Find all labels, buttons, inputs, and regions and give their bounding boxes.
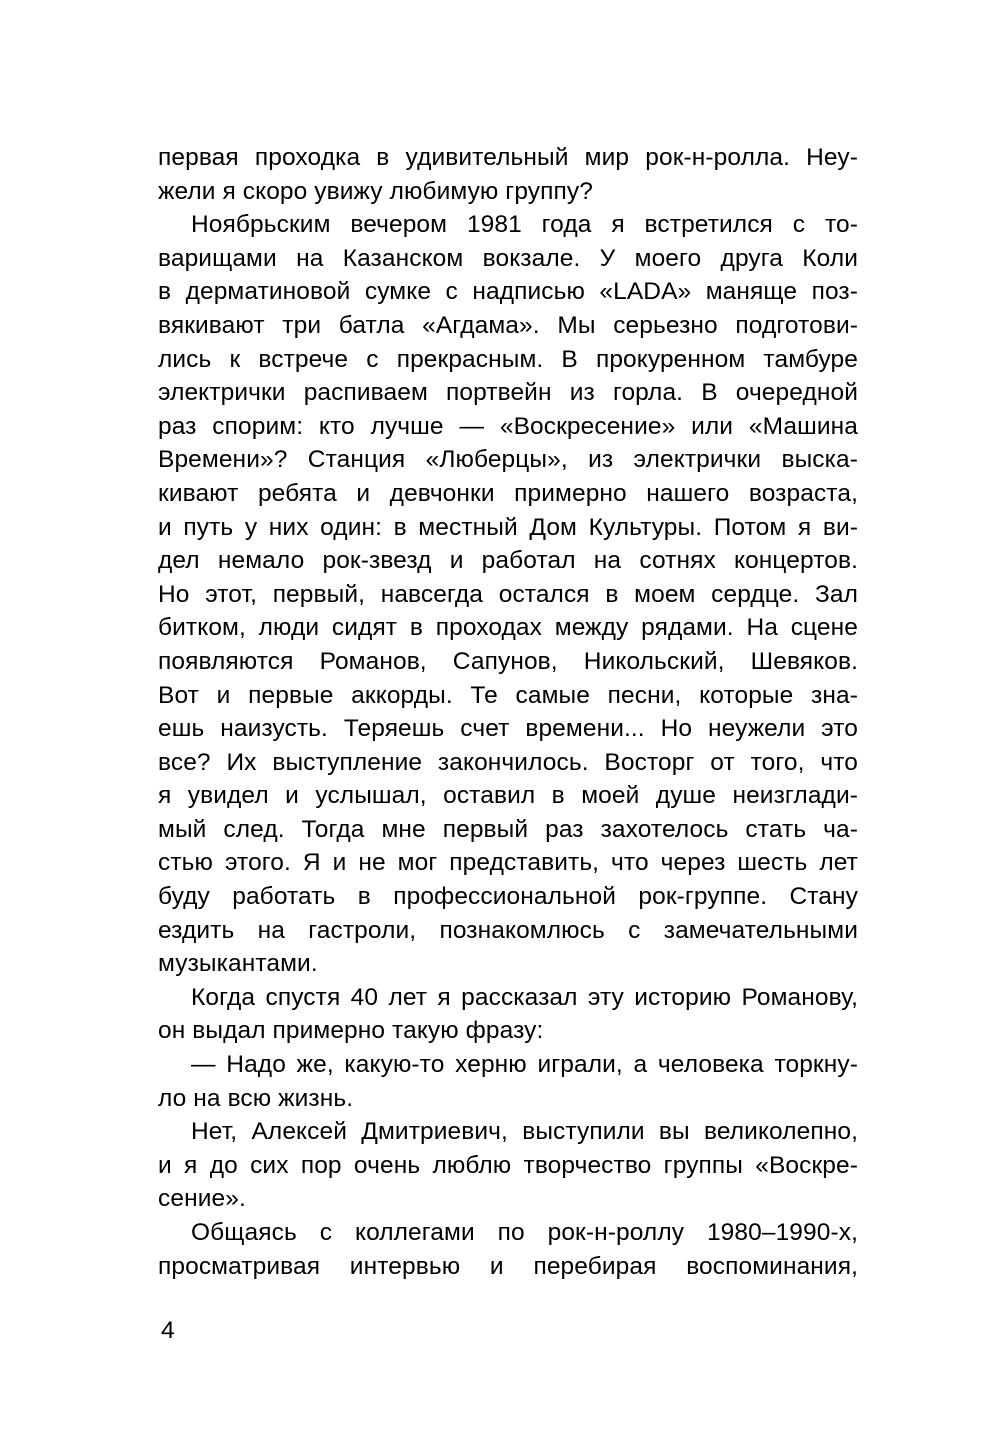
text-line: дел немало рок-звезд и работал на сотнях концертов. xyxy=(158,547,858,575)
paragraph xyxy=(158,1048,858,1115)
paragraph xyxy=(158,1115,858,1216)
text-line: в дерматиновой сумке с надписью «LADA» маняще поз- xyxy=(158,278,858,306)
text-line: ешь наизусть. Теряешь счет времени... Но неужели это xyxy=(158,715,858,743)
text-line: — Надо же, какую-то херню играли, а человека торкну- xyxy=(191,1051,858,1079)
text-line: Времени»? Станция «Люберцы», из электрички выска- xyxy=(158,446,858,474)
text-line: и я до сих пор очень люблю творчество группы «Воскре- xyxy=(158,1151,858,1179)
text-line: Вот и первые аккорды. Те самые песни, которые зна- xyxy=(158,681,858,709)
paragraph xyxy=(158,141,858,208)
text-line: просматривая интервью и перебирая воспоминания, xyxy=(158,1252,858,1280)
text-line: музыкантами. xyxy=(158,950,318,978)
text-line: стью этого. Я и не мог представить, что через шесть лет xyxy=(158,849,858,877)
text-line: мый след. Тогда мне первый раз захотелось стать ча- xyxy=(158,815,858,843)
text-line: первая проходка в удивительный мир рок-н-ролла. Неу- xyxy=(158,144,858,171)
text-line: он выдал примерно такую фразу: xyxy=(158,1017,544,1045)
paragraph xyxy=(158,981,858,1048)
text-line: и путь у них один: в местный Дом Культуры. Потом я ви- xyxy=(158,513,858,541)
text-line: Общаясь с коллегами по рок-н-роллу 1980–1990-х, xyxy=(191,1219,858,1246)
page-number: 4 xyxy=(161,1317,175,1344)
text-line: Нет, Алексей Дмитриевич, выступили вы великолепно, xyxy=(191,1118,858,1146)
text-line: варищами на Казанском вокзале. У моего друга Коли xyxy=(158,244,858,272)
paragraph xyxy=(158,208,858,981)
text-line: битком, люди сидят в проходах между рядами. На сцене xyxy=(158,614,858,642)
text-line: раз спорим: кто лучше — «Воскресение» или «Машина xyxy=(158,412,858,440)
text-line: ездить на гастроли, познакомлюсь с замечательными xyxy=(158,916,858,944)
text-line: вякивают три батла «Агдама». Мы серьезно подготови- xyxy=(158,311,858,339)
text-line: электрички распиваем портвейн из горла. В очередной xyxy=(158,379,858,407)
text-block xyxy=(158,141,858,1283)
text-line: Когда спустя 40 лет я рассказал эту историю Романову, xyxy=(191,983,858,1011)
text-line: появляются Романов, Сапунов, Никольский, Шевяков. xyxy=(158,647,858,675)
text-line: кивают ребята и девчонки примерно нашего возраста, xyxy=(158,479,858,507)
text-line: буду работать в профессиональной рок-группе. Стану xyxy=(158,883,858,911)
text-line: я увидел и услышал, оставил в моей душе неизглади- xyxy=(158,782,858,810)
text-line: лись к встрече с прекрасным. В прокуренном тамбуре xyxy=(158,345,858,373)
text-line: сение». xyxy=(158,1185,246,1213)
text-line: Ноябрьским вечером 1981 года я встретился с то- xyxy=(191,211,858,239)
text-line: жели я скоро увижу любимую группу? xyxy=(158,177,593,205)
text-line: Но этот, первый, навсегда остался в моем сердце. Зал xyxy=(158,580,858,608)
text-line: все? Их выступление закончилось. Восторг от того, что xyxy=(158,748,858,776)
paragraph xyxy=(158,1216,858,1283)
text-line: ло на всю жизнь. xyxy=(158,1084,354,1112)
